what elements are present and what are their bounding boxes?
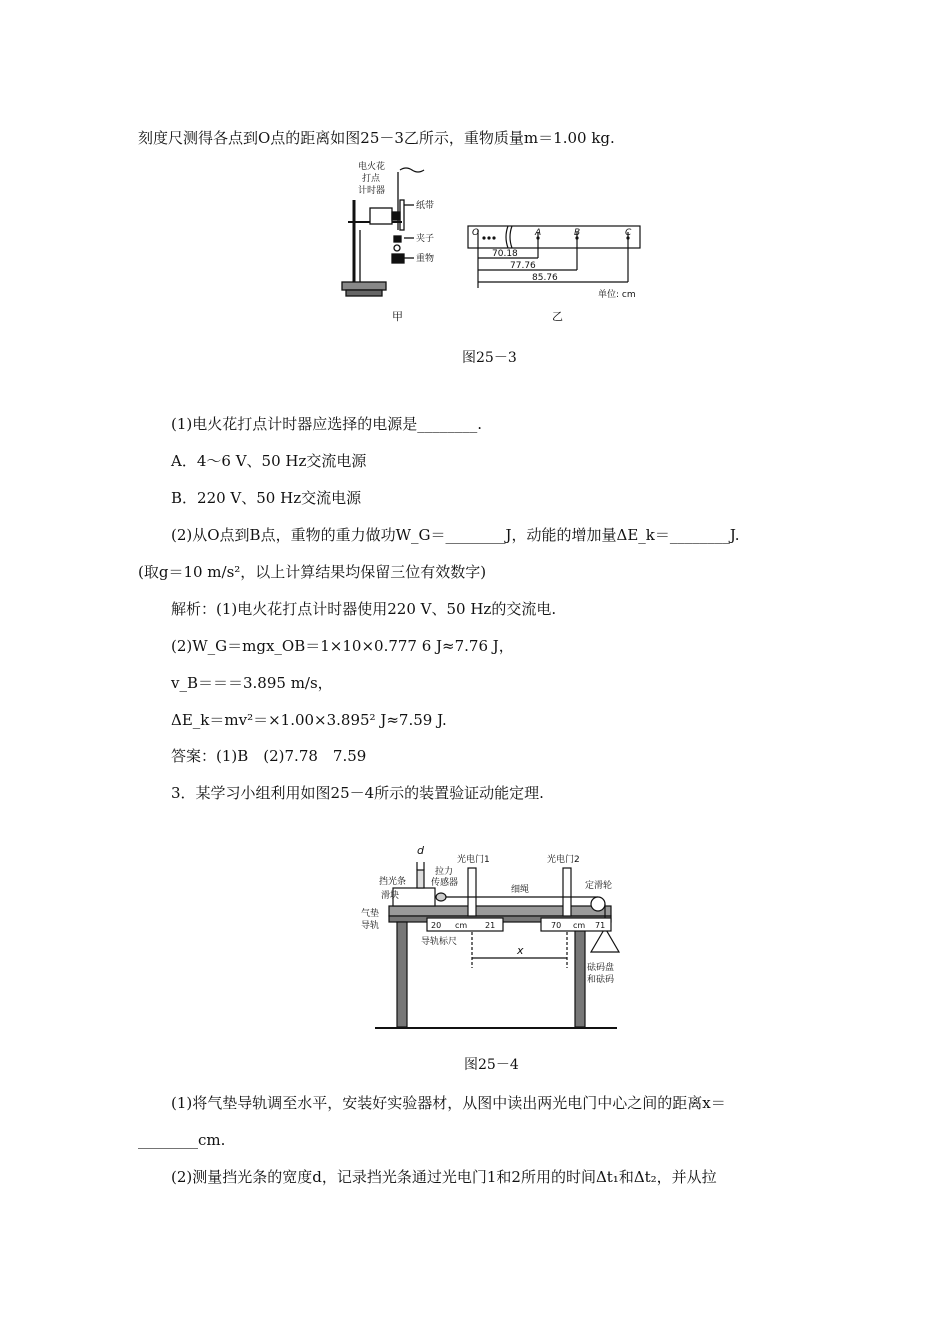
text-line-1: 刻度尺测得各点到O点的距离如图25－3乙所示，重物质量m＝1.00 kg.	[138, 129, 615, 147]
text-line-11: 答案：(1)B (2)7.78 7.59	[171, 747, 367, 765]
timer-label-2: 打点	[362, 174, 381, 184]
point-o: O	[472, 228, 480, 238]
text-line-6: (取g＝10 m/s²，以上计算结果均保留三位有效数字)	[138, 563, 487, 581]
text-line-8: (2)W_G＝mgx_OB＝1×10×0.777 6 J≈7.76 J，	[171, 637, 514, 655]
text-line-10: ΔE_k＝mv²＝×1.00×3.895² J≈7.59 J.	[171, 711, 447, 729]
distance-ob: 77.76	[510, 261, 536, 271]
figure-25-4	[355, 840, 635, 1036]
scale1-unit: cm	[455, 921, 468, 930]
rope-label: 细绳	[511, 885, 530, 895]
tape-label: 纸带	[416, 201, 435, 211]
sensor-label-2: 传感器	[431, 878, 459, 888]
figure-25-3	[330, 160, 660, 330]
scale2-unit: cm	[573, 921, 586, 930]
text-line-9: v_B＝＝＝3.895 m/s，	[171, 674, 333, 692]
timer-label-1: 电火花	[358, 162, 386, 172]
label-jia: 甲	[392, 310, 403, 323]
point-a: A	[535, 228, 542, 238]
scale2-right: 71	[595, 921, 606, 930]
slider-label: 滑块	[381, 891, 400, 901]
rail-label-1: 气垫	[361, 909, 380, 919]
text-line-5: (2)从O点到B点，重物的重力做功W_G＝________J，动能的增加量ΔE_k＝________J.	[171, 526, 740, 544]
distance-oc: 85.76	[532, 273, 558, 283]
text-line-13: (1)将气垫导轨调至水平，安装好实验器材，从图中读出两光电门中心之间的距离x＝	[171, 1094, 726, 1112]
text-line-12: 3．某学习小组利用如图25－4所示的装置验证动能定理.	[171, 784, 544, 802]
d-label: d	[417, 844, 424, 857]
air-track-apparatus	[375, 862, 619, 1028]
gate2-label: 光电门2	[547, 855, 580, 865]
point-c: C	[625, 228, 632, 238]
figure-25-3-caption: 图25－3	[462, 350, 517, 366]
text-line-4: B．220 V、50 Hz交流电源	[171, 489, 362, 507]
text-line-3: A．4～6 V、50 Hz交流电源	[171, 452, 367, 470]
text-line-7: 解析：(1)电火花打点计时器使用220 V、50 Hz的交流电.	[171, 600, 557, 618]
clip-label: 夹子	[416, 234, 435, 244]
scale1-left: 20	[431, 921, 442, 930]
weights-label-1: 砝码盘	[587, 963, 615, 973]
scale1-right: 21	[485, 921, 496, 930]
shade-label: 挡光条	[379, 877, 407, 887]
scale2-left: 70	[551, 921, 562, 930]
gate1-label: 光电门1	[457, 855, 490, 865]
pulley-label: 定滑轮	[585, 881, 613, 891]
text-line-2: (1)电火花打点计时器应选择的电源是________.	[171, 415, 483, 433]
timer-label-3: 计时器	[358, 186, 386, 196]
scale-label: 导轨标尺	[421, 937, 458, 947]
unit-label: 单位: cm	[598, 290, 636, 300]
weights-label-2: 和砝码	[587, 975, 615, 985]
x-label: x	[517, 944, 524, 957]
text-line-15: (2)测量挡光条的宽度d，记录挡光条通过光电门1和2所用的时间Δt₁和Δt₂，并从拉	[171, 1168, 717, 1186]
text-line-14: ________cm.	[138, 1131, 226, 1149]
figure-25-4-caption: 图25－4	[464, 1057, 519, 1073]
rail-label-2: 导轨	[361, 921, 380, 931]
distance-oa: 70.18	[492, 249, 518, 259]
weight-label: 重物	[416, 254, 435, 264]
point-b: B	[574, 228, 581, 238]
label-yi: 乙	[552, 310, 563, 323]
sensor-label-1: 拉力	[435, 867, 454, 877]
